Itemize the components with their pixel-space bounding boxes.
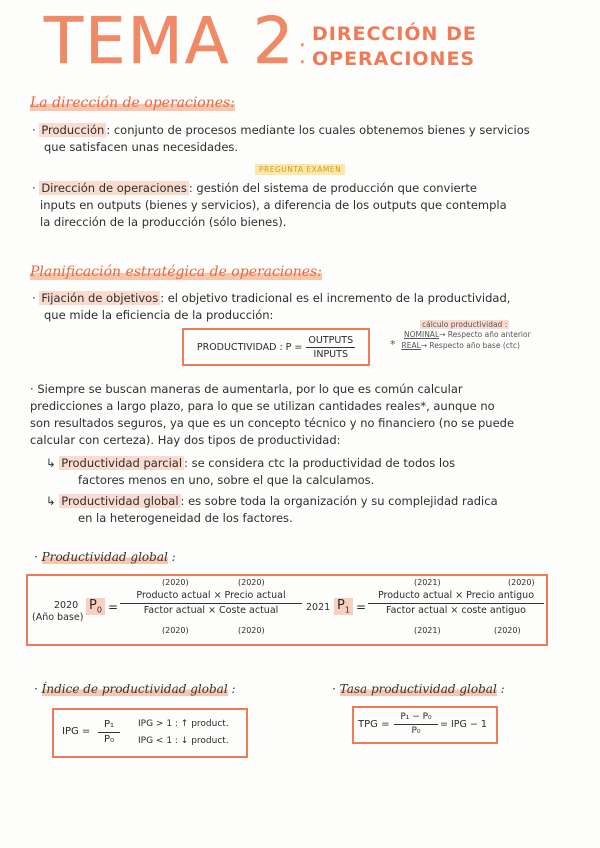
direccion-line1: · Dirección de operaciones : gestión del sistema de producción que convierte [32, 181, 477, 195]
formula-num: OUTPUTS [308, 334, 354, 346]
indice-fraction [98, 718, 120, 747]
section1-title: La dirección de operaciones: [30, 95, 235, 111]
star-mark: * [390, 338, 396, 351]
tasa-num: P₁ − P₀ [394, 711, 438, 725]
left-den: Factor actual × Coste actual [143, 605, 279, 616]
tasa-rhs: = IPG − 1 [440, 719, 487, 730]
para-line4: calcular con certeza). Hay dos tipos de productividad: [30, 433, 341, 447]
direccion-line2: inputs en outputs (bienes y servicios), a diferencia de los outputs que contempla [40, 198, 507, 212]
paragraph-block [30, 381, 578, 449]
tema-label: TEMA 2 [44, 5, 296, 79]
fijacion-block [32, 290, 577, 324]
tasa-title: · Tasa productividad global : [332, 682, 505, 696]
right-fraction [368, 589, 544, 618]
section2-title: Planificación estratégica de operaciones: [30, 264, 322, 280]
right-num: Producto actual × Precio antiguo [368, 589, 544, 604]
global-line2: en la heterogeneidad de los factores. [78, 511, 293, 525]
real-term: REAL [401, 341, 421, 350]
indice-lhs: IPG = [62, 726, 91, 737]
right-y-den2: (2020) [494, 626, 521, 635]
indice-num: P₁ [98, 718, 120, 733]
parcial-block [46, 455, 576, 489]
tasa-box [352, 706, 498, 744]
calc-note [390, 320, 560, 351]
right-y-den1: (2021) [414, 626, 441, 635]
left-year-block [32, 600, 83, 624]
indice-title: · Índice de productividad global : [34, 682, 236, 696]
fijacion-term: Fijación de objetivos [41, 291, 159, 305]
nominal-text: → Respecto año anterior [439, 330, 531, 339]
subtitle-line1: DIRECCIÓN DE [312, 23, 477, 45]
left-y-num2: (2020) [238, 578, 265, 587]
para-line1: · Siempre se buscan maneras de aumentarla, por lo que es común calcular [30, 382, 463, 396]
left-num: Producto actual × Precio actual [120, 589, 302, 604]
productividad-formula-box [182, 328, 370, 366]
right-year: 2021 [306, 602, 331, 613]
right-y-num1: (2021) [414, 578, 441, 587]
indice-box [52, 708, 248, 758]
global-term: Productividad global [61, 494, 179, 508]
para-line2: predicciones a largo plazo, para lo que se utilizan cantidades reales*, aunque no [30, 399, 495, 413]
fijacion-line1: · Fijación de objetivos : el objetivo tradicional es el incremento de la productividad, [32, 291, 511, 305]
left-y-num1: (2020) [162, 578, 189, 587]
indice-den: P₀ [103, 734, 115, 745]
exam-tag: PREGUNTA EXAMEN [255, 164, 345, 175]
produccion-line2: que satisfacen unas necesidades. [44, 140, 239, 154]
tasa-den: P₀ [411, 726, 421, 736]
nominal-term: NOMINAL [404, 330, 440, 339]
tema-colon: : [295, 27, 312, 73]
global-block [46, 493, 576, 527]
indice-cond1: IPG > 1 : ↑ product. [138, 719, 229, 729]
formula-label: PRODUCTIVIDAD : P = [196, 341, 303, 353]
global-box-title: · Productividad global : [34, 550, 176, 564]
para-line3: son resultados seguros, ya que es un concepto técnico y no financiero (no se puede [30, 416, 515, 430]
parcial-line2: factores menos en uno, sobre el que la calculamos. [78, 473, 375, 487]
direccion-block [32, 180, 577, 231]
produccion-line1: · Producción : conjunto de procesos mediante los cuales obtenemos bienes y servicios [32, 123, 530, 137]
page-title [44, 6, 311, 86]
direccion-line3: la dirección de la producción (sólo bienes). [40, 215, 287, 229]
indice-conds [138, 716, 229, 750]
left-y-den2: (2020) [238, 626, 265, 635]
tasa-lhs: TPG = [358, 719, 390, 730]
parcial-term: Productividad parcial [61, 456, 183, 470]
left-fraction [120, 589, 302, 618]
left-year-note: (Año base) [32, 612, 84, 623]
left-eq: = [108, 600, 119, 614]
right-symbol: $P_1$ [334, 598, 353, 615]
global-formula-box [26, 574, 548, 646]
calc-title: cálculo productividad : [422, 320, 508, 329]
fijacion-line2: que mide la eficiencia de la producción: [44, 308, 274, 322]
page-subtitle [312, 22, 477, 72]
left-symbol: $P_0$ [86, 598, 105, 615]
right-y-num2: (2020) [508, 578, 535, 587]
formula-den: INPUTS [313, 348, 348, 360]
tasa-fraction [394, 711, 438, 738]
parcial-line1: ↳ Productividad parcial : se considera ctc la productividad de todos los [46, 456, 456, 470]
produccion-block [32, 122, 572, 156]
produccion-term: Producción [41, 123, 105, 137]
right-eq: = [356, 600, 367, 614]
formula-fraction [306, 334, 355, 361]
global-line1: ↳ Productividad global : es sobre toda la organización y su complejidad radica [46, 494, 498, 508]
left-year: 2020 [54, 600, 79, 611]
indice-cond2: IPG < 1 : ↓ product. [138, 736, 229, 746]
left-y-den1: (2020) [162, 626, 189, 635]
real-text: → Respecto año base (ctc) [420, 341, 520, 350]
subtitle-line2: OPERACIONES [312, 48, 476, 70]
direccion-term: Dirección de operaciones [41, 181, 187, 195]
right-den: Factor actual × coste antiguo [386, 605, 526, 616]
